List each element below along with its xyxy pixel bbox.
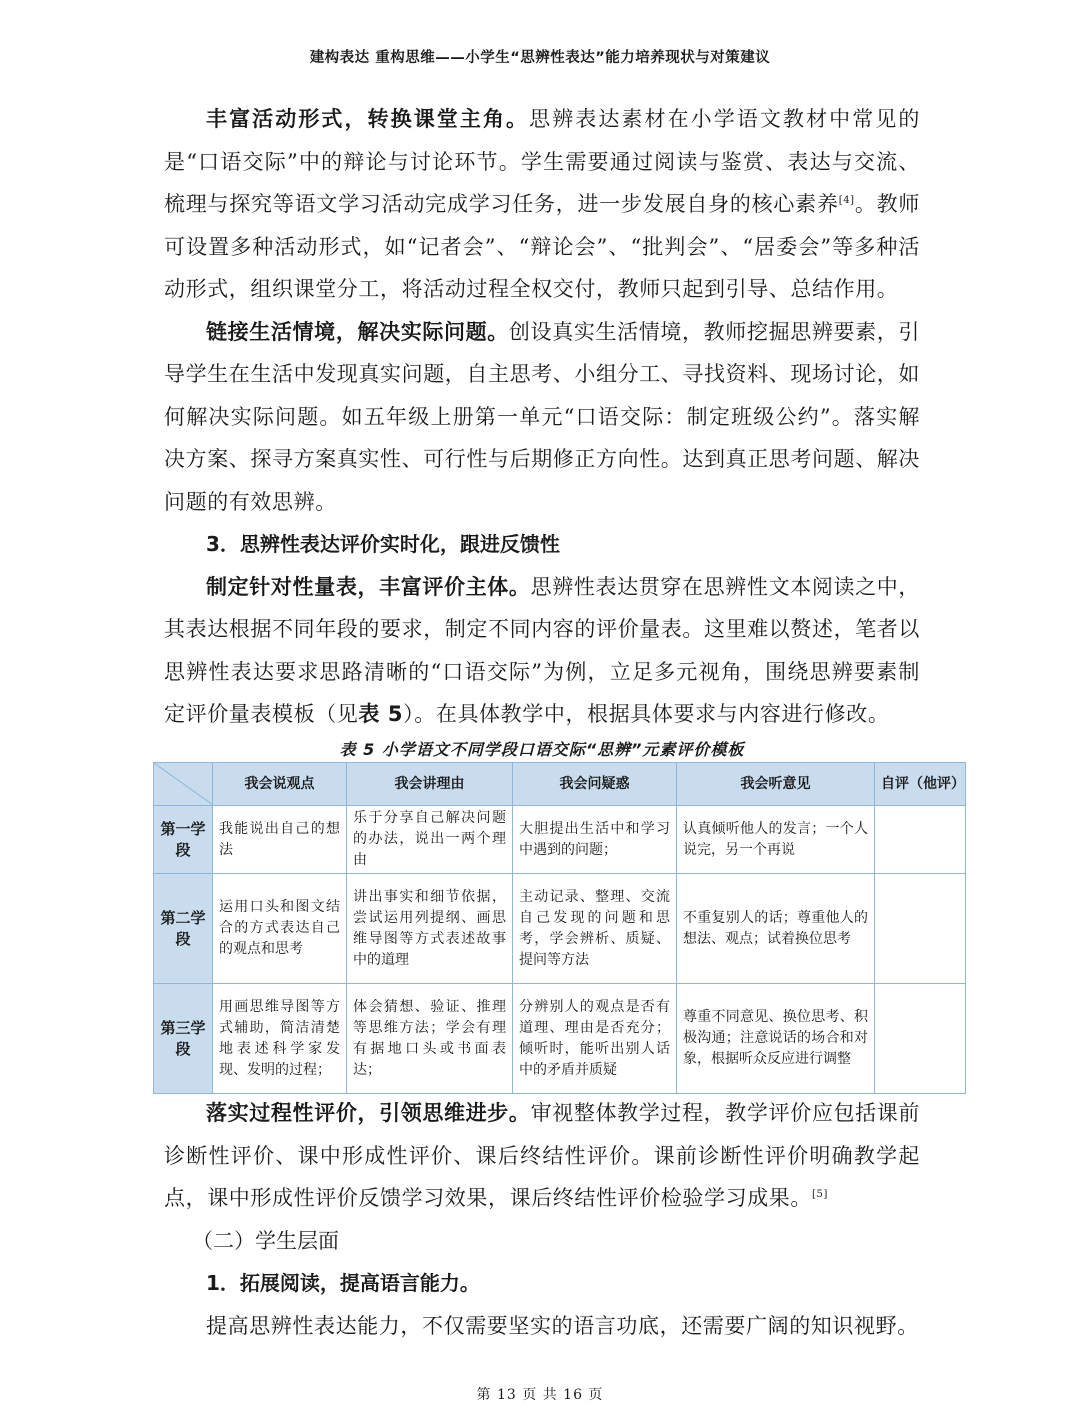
body-upper [164, 98, 920, 760]
citation-ref: [5] [812, 1189, 828, 1200]
table-caption: 表 5 小学语文不同学段口语交际“思辨”元素评价模板 [339, 739, 745, 759]
column-header: 我会问疑惑 [513, 763, 677, 806]
paragraph-text: 提高思辨性表达能力，不仅需要坚实的语言功底，还需要广阔的知识视野。 [206, 1313, 919, 1338]
table-cell: 尊重不同意见、换位思考、积极沟通；注意说话的场合和对象，根据听众反应进行调整 [677, 984, 875, 1094]
paragraph-text: 。教师可设置多种活动形式，如“记者会”、“辩论会”、“批判会”、“居委会”等多种活动形式，组织课堂分工，将活动过程全权交付，教师只起到引导、总结作用。 [164, 192, 920, 301]
stage-cell: 第二学段 [154, 874, 213, 984]
paragraph-process-evaluation [164, 1092, 920, 1220]
paragraph-text: ）。在具体教学中，根据具体要求与内容进行修改。 [403, 702, 890, 726]
running-header: 建构表达 重构思维——小学生“思辨性表达”能力培养现状与对策建议 [309, 50, 771, 66]
table-corner-cell [154, 763, 213, 806]
paragraph-lead: 链接生活情境，解决实际问题。 [206, 319, 509, 344]
table-cell: 不重复别人的话；尊重他人的想法、观点；试着换位思考 [677, 874, 875, 984]
table-row [154, 806, 966, 874]
table-header-row [154, 763, 966, 806]
subsection-heading-evaluation: 3．思辨性表达评价实时化，跟进反馈性 [206, 532, 560, 556]
table-cell: 我能说出自己的想法 [213, 806, 347, 874]
section-heading-student: （二）学生层面 [192, 1228, 339, 1253]
column-header: 我会讲理由 [347, 763, 513, 806]
paragraph-text: 审视整体教学过程，教学评价应包括课前诊断性评价、课中形成性评价、课后终结性评价。课前诊断性评价明确教学起点，课中形成性评价反馈学习效果，课后终结性评价检验学习成果。 [164, 1101, 920, 1210]
paragraph-lead: 制定针对性量表，丰富评价主体。 [206, 574, 531, 599]
table-cell: 讲出事实和细节依据，尝试运用列提纲、画思维导图等方式表述故事中的道理 [347, 874, 513, 984]
column-header: 我会听意见 [677, 763, 875, 806]
table-cell: 大胆提出生活中和学习中遇到的问题； [513, 806, 677, 874]
evaluation-table-wrapper [153, 762, 965, 1094]
self-eval-cell [875, 806, 966, 874]
paragraph-rating-scale [164, 566, 920, 736]
table-cell: 用画思维导图等方式辅助，简洁清楚地表述科学家发现、发明的过程； [213, 984, 347, 1094]
column-header-self-eval: 自评（他评） [875, 763, 966, 806]
paragraph-lead: 落实过程性评价，引领思维进步。 [206, 1101, 531, 1125]
table-cell: 认真倾听他人的发言；一个人说完，另一个再说 [677, 806, 875, 874]
table-cell: 运用口头和图文结合的方式表达自己的观点和思考 [213, 874, 347, 984]
body-lower [164, 1092, 920, 1347]
page-number: 第 13 页 共 16 页 [476, 1387, 604, 1403]
paragraph-text: 创设真实生活情境，教师挖掘思辨要素，引导学生在生活中发现真实问题，自主思考、小组分工、寻找资料、现场讨论，如何解决实际问题。如五年级上册第一单元“口语交际：制定班级公约”。落实解决方案、探寻方案真实性、可行性与后期修正方向性。达到真正思考问题、解决问题的有效思辨。 [164, 319, 920, 514]
paragraph-life-context [164, 311, 920, 524]
paragraph-expression-ability [164, 1305, 920, 1348]
table-cell: 体会猜想、验证、推理等思维方法；学会有理有据地口头或书面表达； [347, 984, 513, 1094]
table-cell: 分辨别人的观点是否有道理、理由是否充分；倾听时，能听出别人话中的矛盾并质疑 [513, 984, 677, 1094]
table-reference: 表 5 [358, 702, 404, 726]
diagonal-divider [154, 763, 213, 805]
table-cell: 主动记录、整理、交流自己发现的问题和思考，学会辨析、质疑、提问等方法 [513, 874, 677, 984]
paragraph-activity-forms [164, 98, 920, 311]
self-eval-cell [875, 874, 966, 984]
subsection-heading-reading: 1．拓展阅读，提高语言能力。 [206, 1271, 480, 1295]
paragraph-text: 思辨性表达贯穿在思辨性文本阅读之中，其表达根据不同年段的要求，制定不同内容的评价量表。这里难以赘述，笔者以思辨性表达要求思路清晰的“口语交际”为例，立足多元视角，围绕思辨要素制定评价量表模板（见 [164, 574, 920, 726]
paragraph-text: 思辨表达素材在小学语文教材中常见的是“口语交际”中的辩论与讨论环节。学生需要通过阅读与鉴赏、表达与交流、梳理与探究等语文学习活动完成学习任务，进一步发展自身的核心素养 [164, 107, 920, 216]
stage-cell: 第一学段 [154, 806, 213, 874]
paragraph-lead: 丰富活动形式，转换课堂主角。 [206, 107, 530, 131]
self-eval-cell [875, 984, 966, 1094]
table-row [154, 874, 966, 984]
citation-ref: [4] [838, 195, 855, 206]
table-row [154, 984, 966, 1094]
table-cell: 乐于分享自己解决问题的办法，说出一两个理由 [347, 806, 513, 874]
column-header: 我会说观点 [213, 763, 347, 806]
stage-cell: 第三学段 [154, 984, 213, 1094]
evaluation-table [153, 762, 966, 1094]
